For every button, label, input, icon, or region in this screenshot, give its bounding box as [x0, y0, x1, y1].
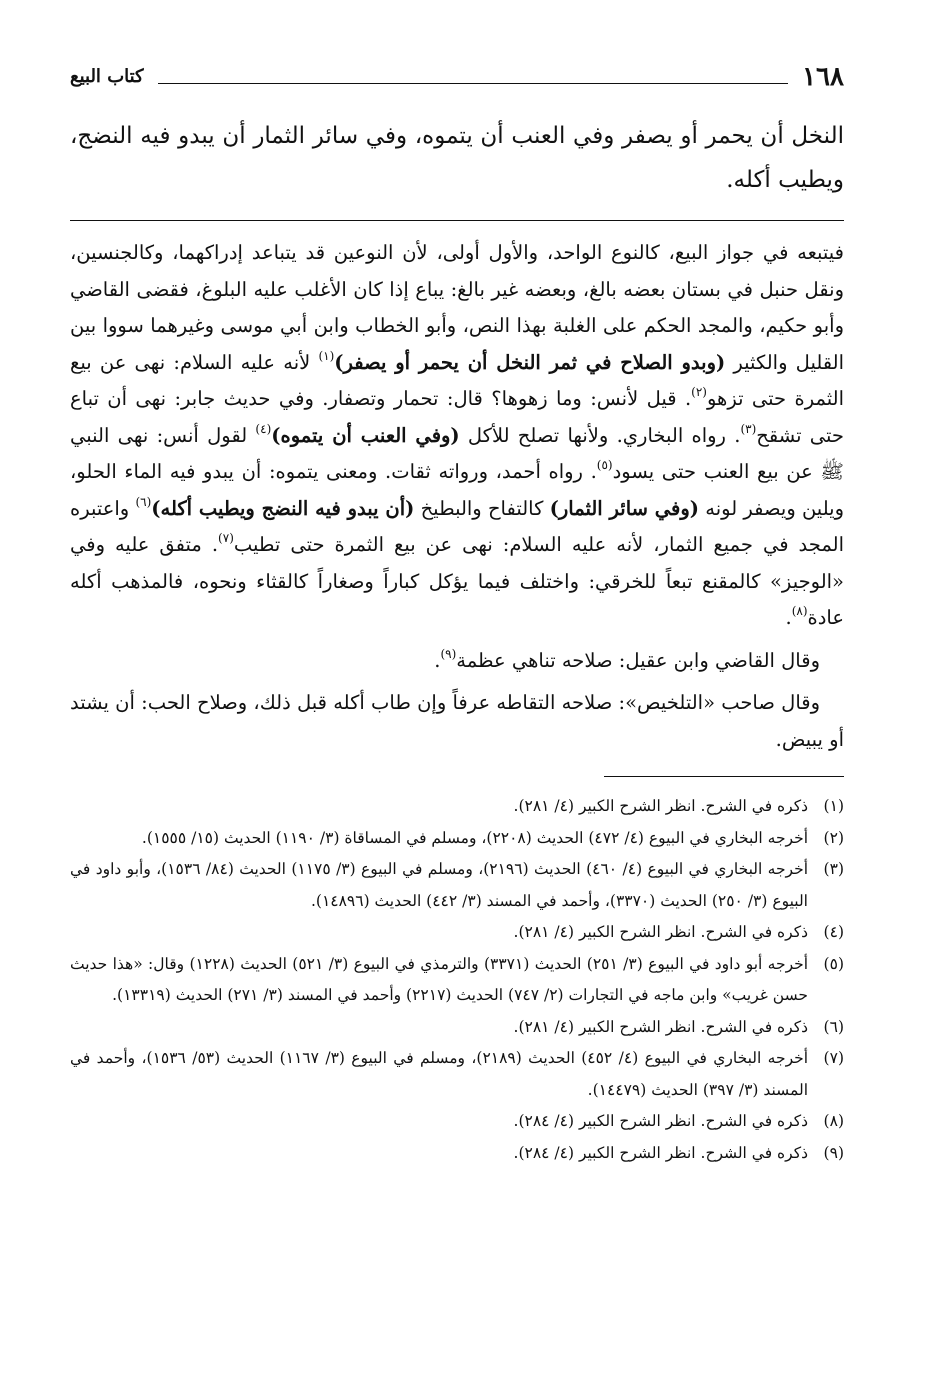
footnote-number: (٢) [823, 828, 844, 847]
footnote-marker: (٦) [135, 494, 152, 509]
quoted-text: (وفي سائر الثمار) [549, 496, 700, 520]
commentary-paragraph: وقال القاضي وابن عقيل: صلاحه تناهي عظمة$^{(٩)}$. [434, 646, 820, 672]
commentary-paragraph: وقال صاحب «التلخيص»: صلاحه التقاطه عرفاً وإن طاب أكله قبل ذلك، وصلاح الحب: أن يشتد أو يبيض. [70, 691, 844, 751]
footnote-number: (٣) [823, 860, 844, 878]
footnote-text: أخرجه البخاري في البيوع (٤/ ٤٦٠) الحديث (٢١٩٦)، ومسلم في البيوع (٣/ ١١٧٥) الحديث (٨٤/ ١٥٣٦)، وأبو داود في البيوع (٣/ ٢٥٠) الحديث (٣٣٧٠)، وأحمد في المسند (٣/ ٤٤٢) الحديث (١٤٨٩٦). [70, 860, 808, 910]
footnote-text: أخرجه البخاري في البيوع (٤/ ٤٥٢) الحديث (٢١٨٩)، ومسلم في البيوع (٣/ ١١٦٧) الحديث (٥٣/ ١٥٣٦)، وأحمد في المسند (٣/ ٣٩٧) الحديث (١٤٤٧٩). [70, 1049, 809, 1099]
footnote-number: (٥) [823, 954, 844, 973]
footnote-marker: (٨) [791, 604, 808, 618]
quoted-text: (أن يبدو فيه النضج ويطيب أكله) [151, 496, 415, 520]
footnote [70, 1138, 844, 1170]
footnote [70, 854, 844, 917]
footnote-text: أخرجه أبو داود في البيوع (٣/ ٢٥١) الحديث (٣٣٧١) والترمذي في البيوع (٣/ ٥٢١) الحديث (١٢٢٨) وقال: «هذا حديث حسن غريب» وابن ماجه في التجارات (٢/ ٧٤٧) الحديث (٢٢١٧) وأحمد في المسند (٣/ ٢٧١) الحديث (١٣٣١٩). [70, 954, 809, 1004]
main-text-divider [70, 220, 844, 221]
commentary-paragraph: فيتبعه في جواز البيع، كالنوع الواحد، والأول أولى، لأن النوعين قد يتباعد إدراكهما، وكالجنسين، ونقل حنبل في بستان بعضه بالغ، وبعضه غير بالغ: يباع إذا كان الأغلب عليه البلوغ، فقضى القاضي وأبو حكيم، والمجد الحكم على الغلبة بهذا النص، وأبو الخطاب وابن أبي موسى وغيرهما سووا بين القليل والكثير (وبدو الصلاح في ثمر النخل أن يحمر أو يصفر)$^{(١)}$ لأنه عليه السلام: نهى عن بيع الثمرة حتى تزهو$^{(٢)}$. قيل لأنس: وما زهوها؟ قال: تحمار وتصفار. وفي حديث جابر: نهى أن تباع حتى تشقح$^{(٣)}$. رواه البخاري. ولأنها تصلح للأكل (وفي العنب أن يتموه)$^{(٤)}$ لقول أنس: نهى النبي ﷺ عن بيع العنب حتى يسود$^{(٥)}$. رواه أحمد، ورواته ثقات. ومعنى يتموه: أن يبدو فيه الماء الحلو، ويلين ويصفر لونه (وفي سائر الثمار) كالتفاح والبطيخ (أن يبدو فيه النضج ويطيب أكله)$^{(٦)}$ واعتبره المجد في جميع الثمار، لأنه عليه السلام: نهى عن بيع الثمرة حتى تطيب$^{(٧)}$. متفق عليه وفي «الوجيز» كالمقنع تبعاً للخرقي: واختلف فيما يؤكل كباراً وصغاراً كالقثاء ونحوه، فالمذهب أكله عادة$^{(٨)}$. [70, 241, 845, 629]
footnote [70, 1012, 844, 1044]
footnote-text: ذكره في الشرح. انظر الشرح الكبير (٤/ ٢٨٤). [513, 1143, 808, 1162]
footnotes [70, 791, 844, 1169]
footnote-text: ذكره في الشرح. انظر الشرح الكبير (٤/ ٢٨١). [513, 1017, 808, 1036]
book-title: كتاب البيع [70, 66, 144, 87]
book-page [70, 58, 844, 1169]
footnote-number: (٩) [823, 1143, 844, 1162]
header-rule [158, 83, 788, 84]
footnote-text: ذكره في الشرح. انظر الشرح الكبير (٤/ ٢٨١). [513, 923, 808, 941]
footnote-marker: (٣) [740, 421, 757, 436]
footnote-number: (٨) [823, 1112, 844, 1130]
footnote-marker: (٥) [596, 458, 613, 472]
footnote-number: (٤) [823, 923, 844, 941]
footnote-number: (٧) [823, 1049, 844, 1067]
footnote-marker: (٤) [255, 421, 272, 436]
footnote [70, 1043, 844, 1106]
footnote-text: أخرجه البخاري في البيوع (٤/ ٤٧٢) الحديث (٢٢٠٨)، ومسلم في المساقاة (٣/ ١١٩٠) الحديث (١٥/ ١٥٥٥). [141, 828, 808, 847]
footnote [70, 791, 844, 823]
footnote-marker: (٩) [440, 646, 457, 661]
footnote [70, 949, 844, 1012]
quoted-text: (وبدو الصلاح في ثمر النخل أن يحمر أو يصفر) [334, 350, 726, 374]
footnote-marker: (٢) [691, 385, 707, 399]
footnote-number: (٦) [823, 1017, 844, 1036]
commentary [70, 235, 844, 758]
footnote-text: ذكره في الشرح. انظر الشرح الكبير (٤/ ٢٨٤). [513, 1112, 808, 1130]
footnote-divider [604, 776, 844, 777]
footnote [70, 823, 844, 855]
main-text: النخل أن يحمر أو يصفر وفي العنب أن يتموه، وفي سائر الثمار أن يبدو فيه النضج، ويطيب أكله. [70, 123, 844, 193]
footnote [70, 1106, 844, 1138]
footnote-marker: (١) [318, 348, 335, 363]
running-header [70, 58, 844, 92]
footnote-text: ذكره في الشرح. انظر الشرح الكبير (٤/ ٢٨١). [513, 797, 808, 815]
footnote-marker: (٧) [218, 531, 234, 545]
footnote-number: (١) [823, 797, 844, 815]
quoted-text: (وفي العنب أن يتموه) [271, 423, 460, 447]
page-number: ١٦٨ [802, 62, 844, 92]
footnote [70, 917, 844, 949]
